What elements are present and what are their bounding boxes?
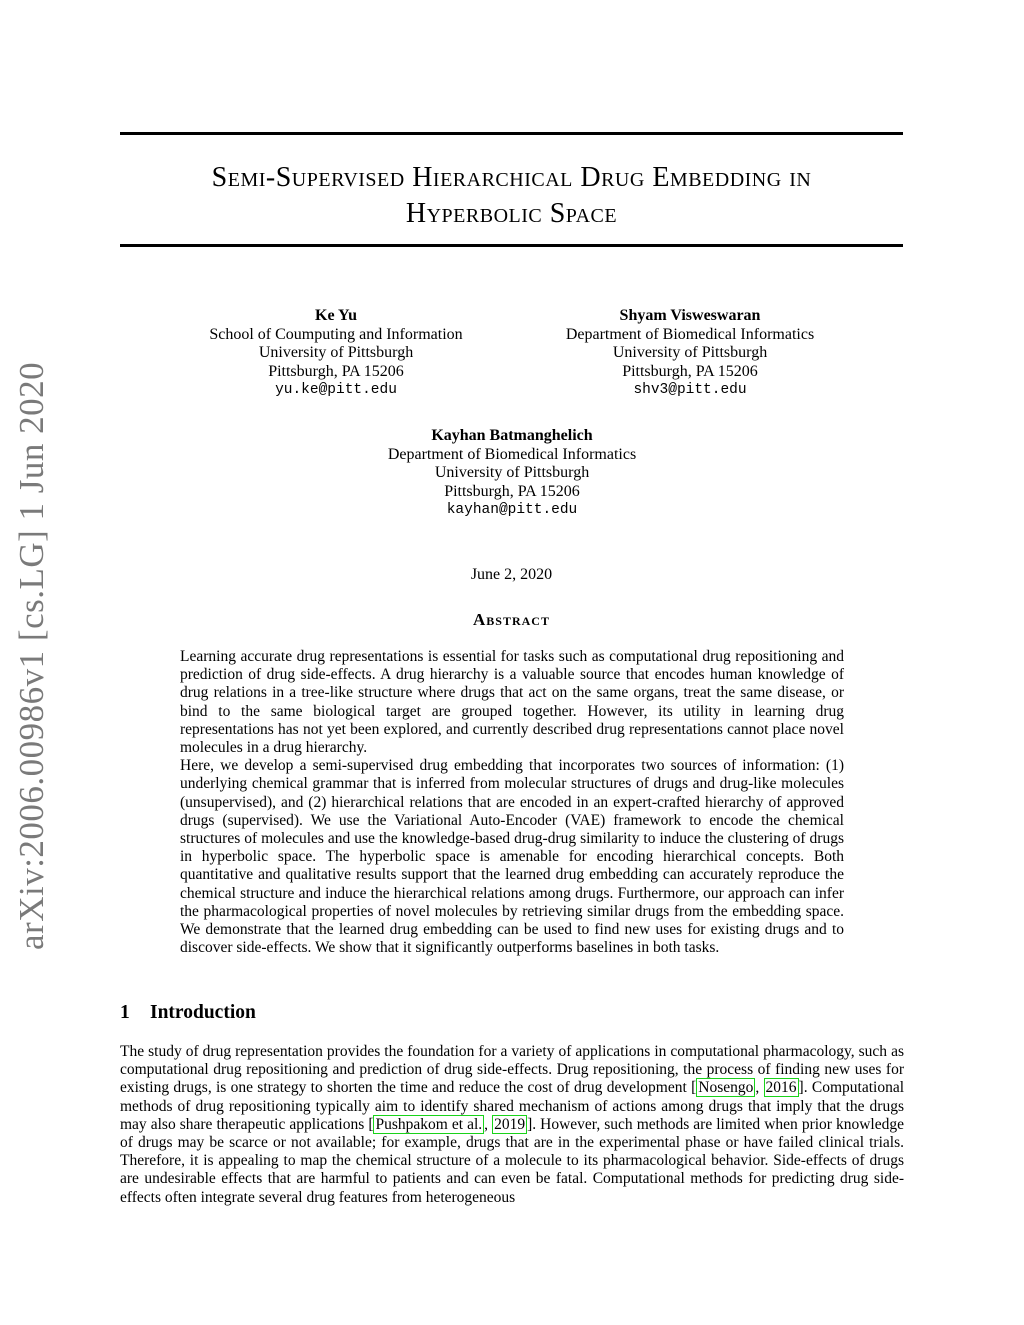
paper-title — [120, 160, 903, 232]
citation-link[interactable]: Nosengo — [698, 1079, 754, 1097]
author-block-3 — [362, 427, 662, 520]
author-city: Pittsburgh, PA 15206 — [444, 482, 580, 500]
abstract-body — [180, 648, 844, 957]
author-email[interactable]: yu.ke@pitt.edu — [275, 382, 397, 398]
arxiv-identifier: arXiv:2006.00986v1 [cs.LG] 1 Jun 2020 — [12, 361, 51, 950]
author-email[interactable]: kayhan@pitt.edu — [446, 502, 578, 518]
title-line-2: Hyperbolic Space — [405, 198, 618, 229]
introduction-paragraph — [120, 1043, 904, 1207]
author-city: Pittsburgh, PA 15206 — [622, 362, 758, 380]
author-name: Shyam Visweswaran — [619, 307, 761, 324]
author-university: University of Pittsburgh — [258, 344, 414, 361]
title-line-1: Semi-Supervised Hierarchical Drug Embedding in — [211, 162, 812, 193]
author-block-2 — [540, 307, 840, 400]
author-email[interactable]: shv3@pitt.edu — [633, 382, 747, 398]
intro-text-3: ]. However, such methods are limited when prior knowledge of drugs may be scarce or not available; for example, drugs that are in the experimental phase or have failed clinical trials. Therefore, it is appealing to map the chemical structure of a molecule to its pharmacological behavior. Side-effects of drugs are undesirable effects that are harmful to patients and can even be fatal. Computational methods for predicting drug side-effects often integrate several drug features from heterogeneous — [120, 1115, 904, 1206]
author-city: Pittsburgh, PA 15206 — [268, 362, 404, 380]
citation-year-link[interactable]: 2019 — [494, 1115, 526, 1133]
author-university: University of Pittsburgh — [612, 344, 768, 361]
author-name: Kayhan Batmanghelich — [431, 427, 593, 444]
title-top-rule — [120, 132, 903, 135]
author-university: University of Pittsburgh — [434, 464, 590, 481]
intro-text-2: ]. Computational methods of drug repositioning typically aim to identify shared mechanism of actions among drugs that imply that the drugs may also share therapeutic applications [ — [120, 1079, 905, 1133]
introduction-body — [120, 1043, 904, 1207]
citation-year-link[interactable]: 2016 — [765, 1079, 797, 1097]
author-name: Ke Yu — [315, 307, 357, 324]
author-affiliation: School of Coumputing and Information — [209, 325, 463, 343]
abstract-paragraph-1: Learning accurate drug representations is essential for tasks such as computational drug repositioning and prediction of drug side-effects. A drug hierarchy is a valuable source that encodes human knowledge of drug relations in a tree-like structure where drugs that act on the same organs, treat the same disease, or bind to the same biological target are grouped together. However, its utility in learning drug representations has not yet been explored, and currently described drug representations cannot place novel molecules in a drug hierarchy. — [180, 648, 844, 757]
author-affiliation: Department of Biomedical Informatics — [387, 445, 637, 463]
abstract-paragraph-2: Here, we develop a semi-supervised drug embedding that incorporates two sources of information: (1) underlying chemical grammar that is inferred from molecular structures of drugs and drug-like molecules (unsupervised), and (2) hierarchical relations that are encoded in an expert-crafted hierarchy of approved drugs (supervised). We use the Variational Auto-Encoder (VAE) framework to encode the chemical structures of molecules and use the knowledge-based drug-drug similarity to induce the clustering of drugs in hyperbolic space. The hyperbolic space is amenable for encoding hierarchical concepts. Both quantitative and qualitative results support that the learned drug embedding can accurately reproduce the chemical structure and induce the hierarchical relations among drugs. Furthermore, our approach can infer the pharmacological properties of novel molecules by retrieving similar drugs from the embedding space. We demonstrate that the learned drug embedding can be used to find new uses for existing drugs and to discover side-effects. We show that it significantly outperforms baselines in both tasks. — [180, 757, 844, 957]
abstract-heading: Abstract — [473, 610, 550, 629]
section-title: Introduction — [150, 1002, 256, 1023]
citation-separator: , — [484, 1115, 493, 1133]
title-bottom-rule — [120, 244, 903, 247]
section-number: 1 — [120, 1002, 130, 1023]
section-heading-introduction — [120, 1002, 256, 1024]
citation-separator: , — [755, 1079, 764, 1097]
citation-link[interactable]: Pushpakom et al. — [375, 1115, 483, 1133]
paper-date: June 2, 2020 — [470, 566, 553, 583]
author-block-1 — [186, 307, 486, 400]
author-affiliation: Department of Biomedical Informatics — [565, 325, 815, 343]
intro-text-1: The study of drug representation provides the foundation for a variety of applications in computational pharmacology, such as computational drug repositioning and prediction of drug side-effects. Drug repositioning, the process of finding new uses for existing drugs, is one strategy to shorten the time and reduce the cost of drug development [ — [120, 1043, 904, 1097]
